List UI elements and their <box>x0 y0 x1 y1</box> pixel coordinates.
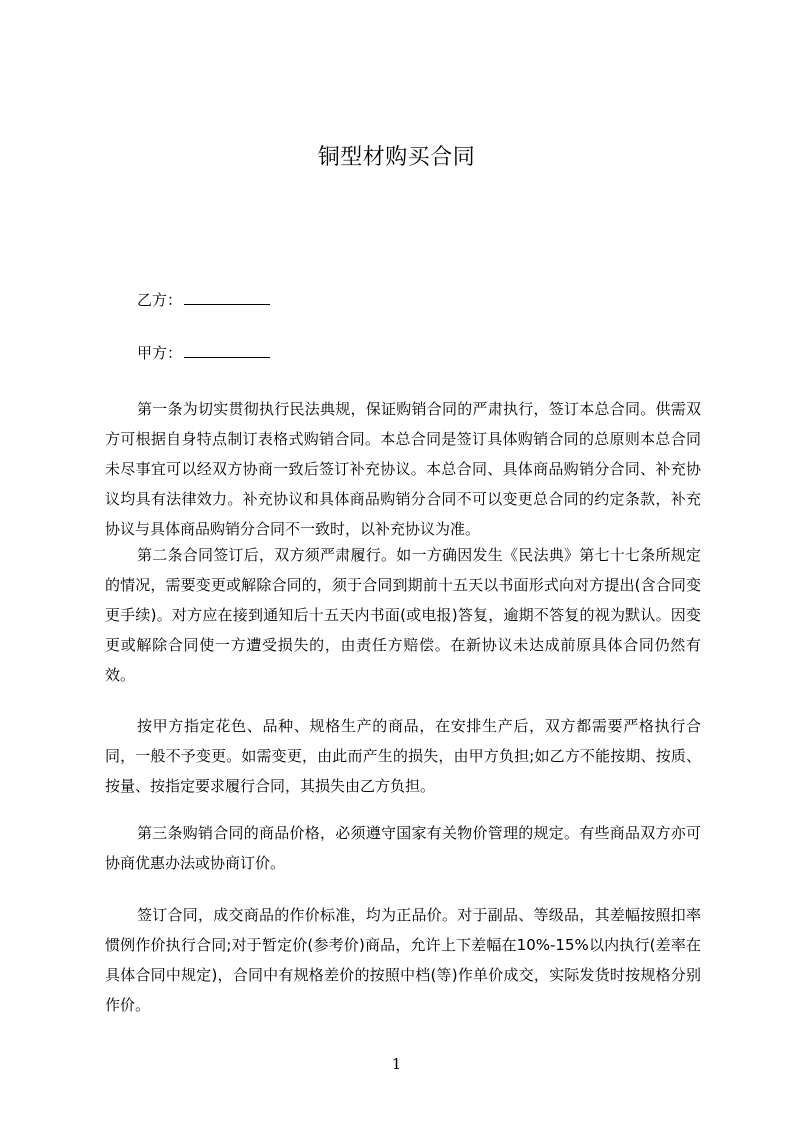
paragraph-article-1: 第一条为切实贯彻执行民法典规，保证购销合同的严肃执行，签订本总合同。供需双方可根据自身特点制订表格式购销合同。本总合同是签订具体购销合同的总原则本总合同未尽事宜可以经双方协商一致后签订补充协议。本总合同、具体商品购销分合同、补充协议均具有法律效力。补充协议和具体商品购销分合同不可以变更总合同的约定条款，补充协议与具体商品购销分合同不一致时，以补充协议为准。 <box>105 400 701 538</box>
paragraph-article-3: 第三条购销合同的商品价格，必须遵守国家有关物价管理的规定。有些商品双方亦可协商优惠办法或协商订价。 <box>105 824 701 872</box>
paragraph-pricing-standard: 签订合同，成交商品的作价标准，均为正品价。对于副品、等级品，其差幅按照扣率惯例作价执行合同;对于暂定价(参考价)商品，允许上下差幅在10%-15%以内执行(差率在具体合同中规定)，合同中有规格差价的按照中档(等)作单价成交，实际发货时按规格分别作价。 <box>105 906 701 1014</box>
page-number: 1 <box>391 1055 402 1073</box>
paragraph-specified-goods: 按甲方指定花色、品种、规格生产的商品，在安排生产后，双方都需要严格执行合同，一般不予变更。如需变更，由此而产生的损失，由甲方负担;如乙方不能按期、按质、按量、按指定要求履行合同，其损失由乙方负担。 <box>105 717 701 795</box>
party-a-line <box>137 341 270 365</box>
paragraph-article-2: 第二条合同签订后，双方须严肃履行。如一方确因发生《民法典》第七十七条所规定的情况，需要变更或解除合同的，须于合同到期前十五天以书面形式向对方提出(含合同变更手续)。对方应在接到通知后十五天内书面(或电报)答复，逾期不答复的视为默认。因变更或解除合同使一方遭受损失的，由责任方赔偿。在新协议未达成前原具体合同仍然有效。 <box>105 546 701 684</box>
party-a-label: 甲方： <box>137 344 183 362</box>
party-b-label: 乙方： <box>137 291 183 309</box>
document-title: 铜型材购买合同 <box>317 145 476 170</box>
party-b-blank <box>184 289 270 305</box>
party-a-blank <box>184 342 270 358</box>
party-b-line <box>137 288 270 312</box>
